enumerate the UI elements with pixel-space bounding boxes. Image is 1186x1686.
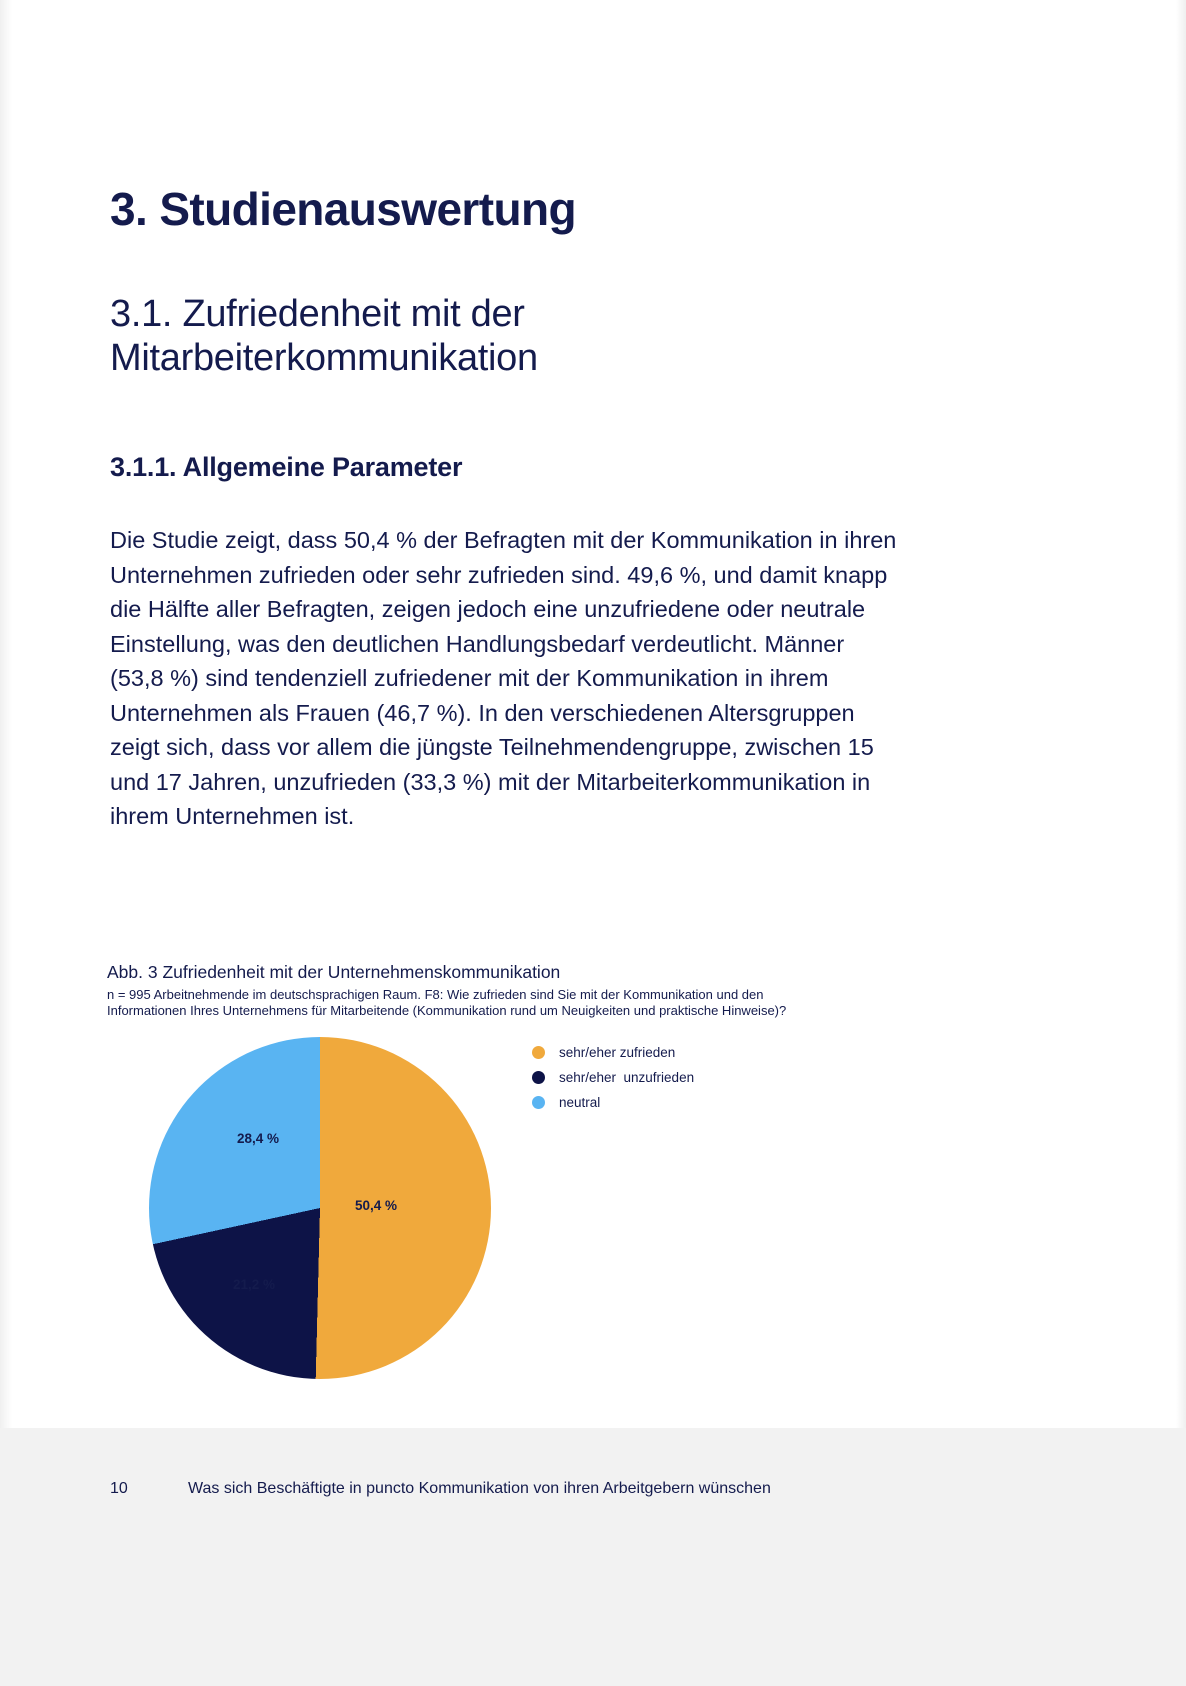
figure-source-note xyxy=(107,987,907,1019)
legend-label: neutral xyxy=(559,1095,601,1111)
figure-source-line-1: n = 995 Arbeitnehmende im deutschsprachigen Raum. F8: Wie zufrieden sind Sie mit der Kommunikation und den xyxy=(107,986,764,1002)
legend-dot-icon xyxy=(532,1096,545,1109)
subsection-heading: 3.1.1. Allgemeine Parameter xyxy=(110,452,463,482)
legend-label: sehr/eher unzufrieden xyxy=(559,1070,695,1086)
section-heading xyxy=(110,292,730,380)
pie-slice-label-zufrieden: 50,4 % xyxy=(355,1197,398,1213)
legend-item-unzufrieden xyxy=(532,1066,852,1090)
section-heading-line-1: 3.1. Zufriedenheit mit der xyxy=(110,293,525,335)
footer-page-number: 10 xyxy=(110,1480,128,1497)
legend-label: sehr/eher zufrieden xyxy=(559,1045,676,1061)
legend-item-neutral xyxy=(532,1091,852,1115)
body-paragraph: Die Studie zeigt, dass 50,4 % der Befragten mit der Kommunikation in ihren Unternehmen zufrieden oder sehr zufrieden sind. 49,6 %, und damit knapp die Hälfte aller Befragten, zeigen jedoch eine unzufriedene oder neutrale Einstellung, was den deutlichen Handlungsbedarf verdeutlicht. Männer (53,8 %) sind tendenziell zufriedener mit der Kommunikation in ihrem Unternehmen als Frauen (46,7 %). In den verschiedenen Altersgruppen zeigt sich, dass vor allem die jüngste Teilnehmendengruppe, zwischen 15 und 17 Jahren, unzufrieden (33,3 %) mit der Mitarbeiterkommunikation in ihrem Unternehmen ist. xyxy=(110,527,897,829)
pie-slice-label-unzufrieden: 21,2 % xyxy=(233,1276,276,1292)
pie-slice-label-neutral: 28,4 % xyxy=(237,1130,280,1146)
legend-dot-icon xyxy=(532,1046,545,1059)
chart-legend xyxy=(532,1041,852,1116)
figure-block xyxy=(107,962,1087,1437)
footer-content xyxy=(110,1480,771,1498)
page-footer xyxy=(0,1428,1186,1686)
pie-graphic xyxy=(149,1037,491,1379)
figure-caption: Abb. 3 Zufriedenheit mit der Unternehmenskommunikation xyxy=(107,962,561,982)
legend-dot-icon xyxy=(532,1071,545,1084)
pie-chart xyxy=(107,1037,1087,1437)
section-heading-line-2: Mitarbeiterkommunikation xyxy=(110,337,538,380)
figure-source-line-2: Informationen Ihres Unternehmens für Mitarbeitende (Kommunikation rund um Neuigkeiten und praktische Hinweise)? xyxy=(107,1002,787,1018)
page-title: 3. Studienauswertung xyxy=(110,183,576,235)
footer-document-title: Was sich Beschäftigte in puncto Kommunikation von ihren Arbeitgebern wünschen xyxy=(188,1480,771,1497)
pie-disc xyxy=(149,1037,491,1379)
legend-item-zufrieden xyxy=(532,1041,852,1065)
